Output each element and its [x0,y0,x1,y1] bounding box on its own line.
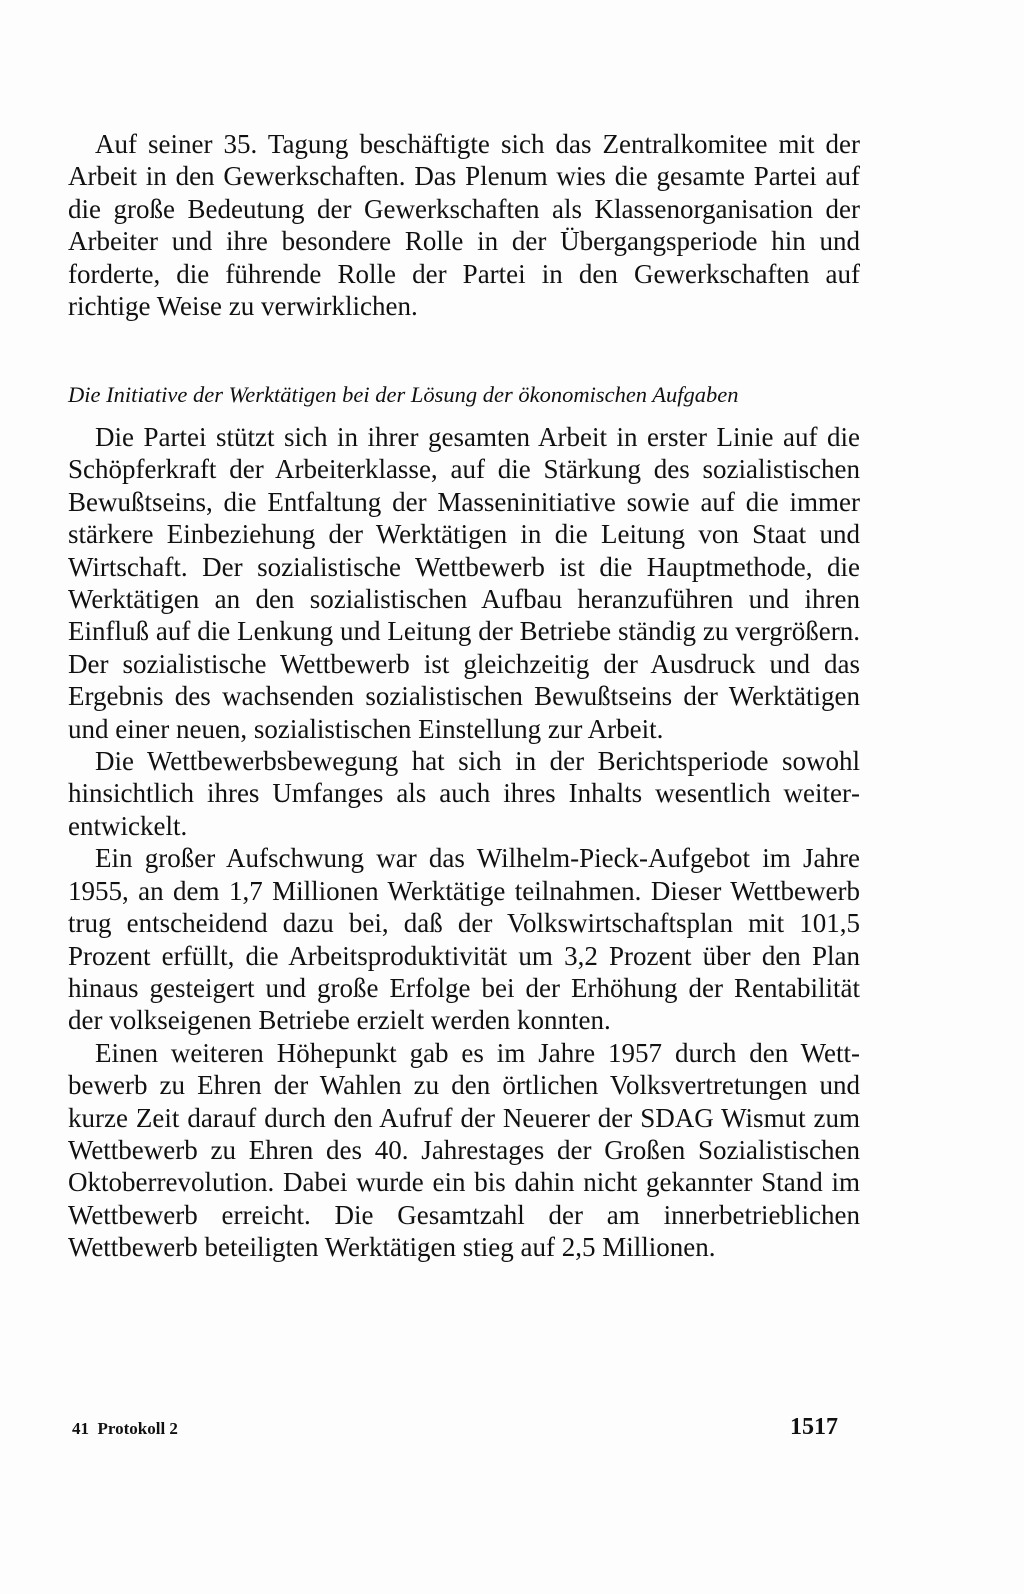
intro-paragraph: Auf seiner 35. Tagung beschäftigte sich das Zentralkomitee mit der Arbeit in den Gewerkschaften. Das Plenum wies die gesamte Partei auf die große Bedeutung der Gewerkschaften als Klassenorganisation der Arbeiter und ihre besondere Rolle in der Übergangsperiode hin und forderte, die führende Rolle der Partei in den Gewerkschaften auf richtige Weise zu verwirklichen. [68,129,860,322]
body-paragraph: Ein großer Aufschwung war das Wilhelm-Pieck-Aufgebot im Jahre 1955, an dem 1,7 Millionen Werktätige teilnahmen. Dieser Wettbewerb trug entscheidend dazu bei, daß der Volkswirtschaftsplan mit 101,5 Prozent erfüllt, die Arbeitsproduktivität um 3,2 Prozent über den Plan hinaus gesteigert und große Erfolge bei der Erhöhung der Rentabilität der volkseigenen Betriebe erzielt werden konnten. [68,843,860,1036]
footer-signature: 41 Protokoll 2 [72,1419,178,1438]
section-heading: Die Initiative der Werktätigen bei der Lösung der ökonomischen Aufgaben [68,382,739,407]
page-number: 1517 [790,1414,838,1440]
main-text-block [68,421,860,1264]
intro-block [68,128,860,322]
body-paragraph: Die Wettbewerbsbewegung hat sich in der Berichtsperiode sowohl hinsichtlich ihres Umfanges als auch ihres Inhalts wesentlich weiterentwickelt. [68,746,860,841]
body-paragraph: Einen weiteren Höhepunkt gab es im Jahre 1957 durch den Wettbewerb zu Ehren der Wahlen zu den örtlichen Volksvertretungen und kurze Zeit darauf durch den Aufruf der Neuerer der SDAG Wismut zum Wettbewerb zu Ehren des 40. Jahrestages der Großen Sozialistischen Oktoberrevolution. Dabei wurde ein bis dahin nicht gekannter Stand im Wettbewerb erreicht. Die Gesamtzahl der am innerbetrieblichen Wettbewerb beteiligten Werktätigen stieg auf 2,5 Millionen. [68,1037,860,1263]
body-paragraph: Die Partei stützt sich in ihrer gesamten Arbeit in erster Linie auf die Schöpferkraft der Arbeiterklasse, auf die Stärkung des sozialistischen Bewußtseins, die Entfaltung der Masseninitiative sowie auf die immer stärkere Einbeziehung der Werktätigen in die Leitung von Staat und Wirtschaft. Der sozialistische Wettbewerb ist die Hauptmethode, die Werktätigen an den sozialistischen Aufbau heranzuführen und ihren Einfluß auf die Lenkung und Leitung der Betriebe ständig zu vergrößern. Der sozialistische Wettbewerb ist gleichzeitig der Ausdruck und das Ergebnis des wachsenden sozialistischen Bewußtseins der Werktätigen und einer neuen, sozialistischen Einstellung zur Arbeit. [68,422,860,744]
